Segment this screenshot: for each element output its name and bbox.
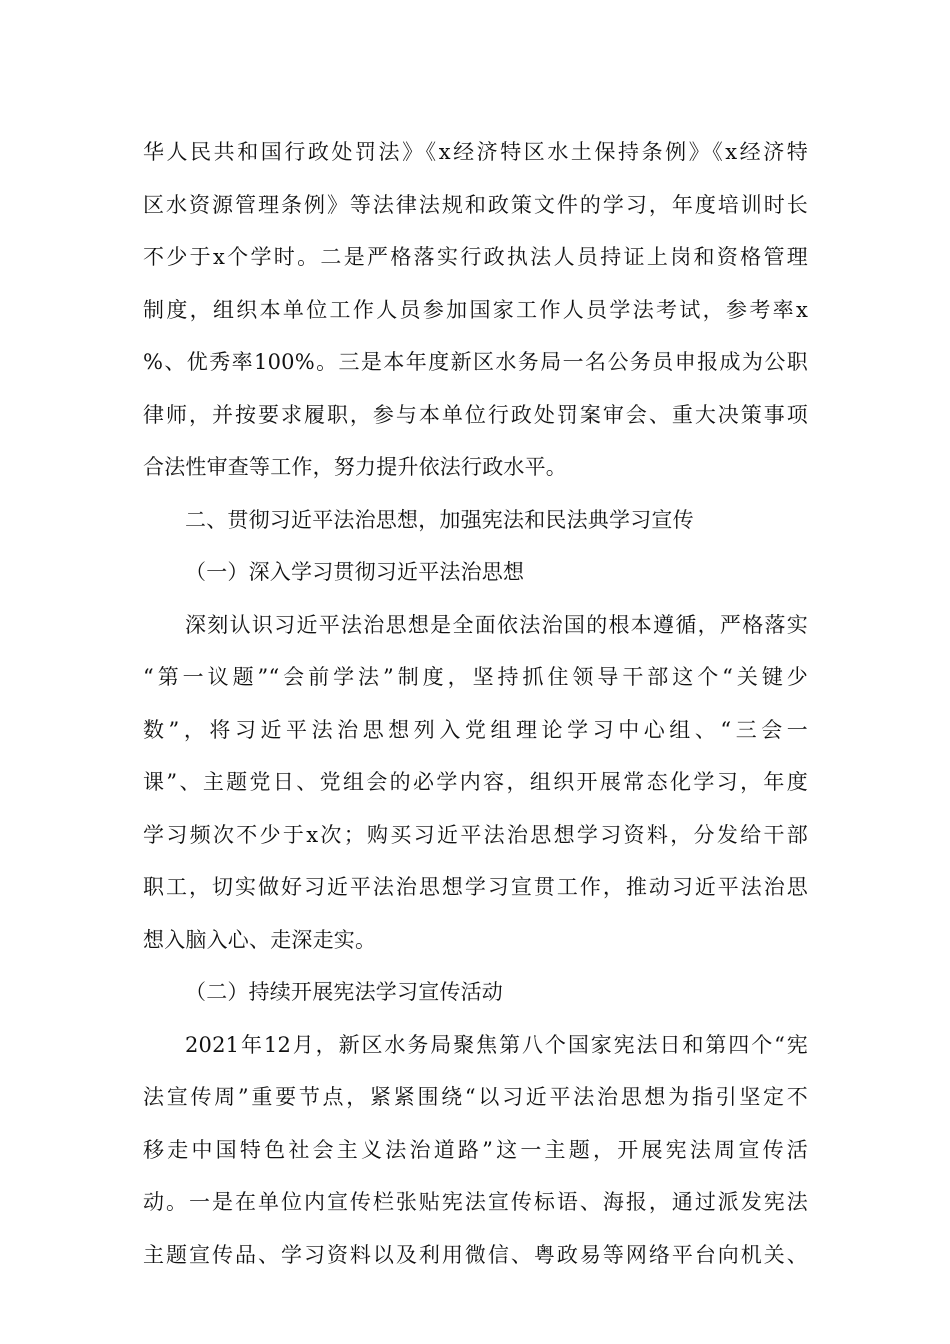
body-line: 制度，组织本单位工作人员参加国家工作人员学法考试，参考率x bbox=[143, 297, 808, 322]
body-line: 想入脑入心、走深走实。 bbox=[143, 927, 377, 952]
body-line: 动。一是在单位内宣传栏张贴宪法宣传标语、海报，通过派发宪法 bbox=[143, 1190, 808, 1214]
body-line: 不少于x个学时。二是严格落实行政执法人员持证上岗和资格管理 bbox=[143, 245, 808, 269]
body-line: 移走中国特色社会主义法治道路”这一主题，开展宪法周宣传活 bbox=[143, 1137, 808, 1162]
body-line: 2021年12月，新区水务局聚焦第八个国家宪法日和第四个“宪 bbox=[185, 1032, 808, 1057]
body-line: 数”，将习近平法治思想列入党组理论学习中心组、“三会一 bbox=[143, 717, 808, 742]
body-line: %、优秀率100%。三是本年度新区水务局一名公务员申报成为公职 bbox=[143, 350, 808, 374]
body-line: 深刻认识习近平法治思想是全面依法治国的根本遵循，严格落实 bbox=[185, 612, 808, 637]
body-line: 区水资源管理条例》等法律法规和政策文件的学习，年度培训时长 bbox=[143, 192, 808, 217]
body-line: 课”、主题党日、党组会的必学内容，组织开展常态化学习，年度 bbox=[143, 770, 808, 794]
body-line: 学习频次不少于x次；购买习近平法治思想学习资料，分发给干部 bbox=[143, 822, 808, 847]
body-line: 主题宣传品、学习资料以及利用微信、粤政易等网络平台向机关、 bbox=[143, 1242, 808, 1267]
document-body bbox=[143, 126, 808, 1281]
body-line: 法宣传周”重要节点，紧紧围绕“以习近平法治思想为指引坚定不 bbox=[143, 1085, 808, 1109]
body-line: “第一议题”“会前学法”制度，坚持抓住领导干部这个“关键少 bbox=[143, 665, 808, 689]
subsection-heading: （二）持续开展宪法学习宣传活动 bbox=[185, 980, 503, 1004]
section-heading: 二、贯彻习近平法治思想，加强宪法和民法典学习宣传 bbox=[185, 507, 694, 532]
body-line: 律师，并按要求履职，参与本单位行政处罚案审会、重大决策事项 bbox=[143, 402, 808, 427]
body-line: 合法性审查等工作，努力提升依法行政水平。 bbox=[143, 455, 567, 479]
body-line: 华人民共和国行政处罚法》《x经济特区水土保持条例》《x经济特 bbox=[143, 140, 808, 164]
body-line: 职工，切实做好习近平法治思想学习宣贯工作，推动习近平法治思 bbox=[143, 875, 808, 899]
subsection-heading: （一）深入学习贯彻习近平法治思想 bbox=[185, 560, 525, 584]
